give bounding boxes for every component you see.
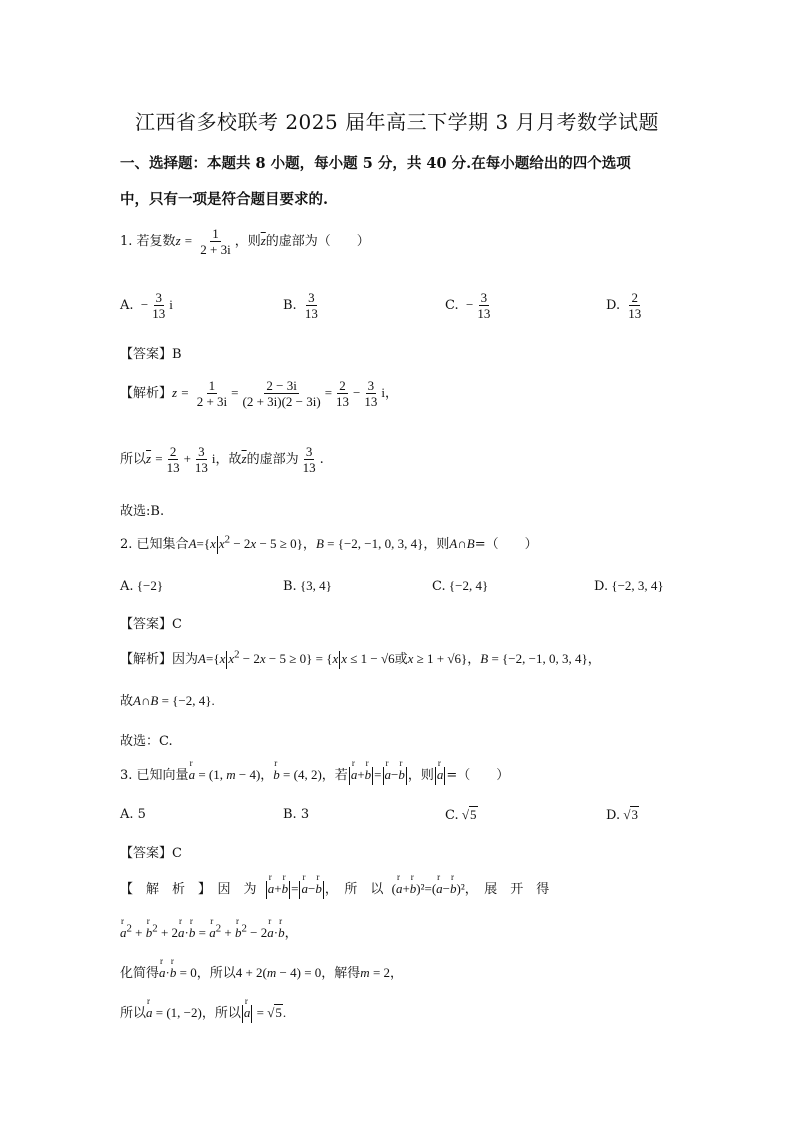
q1-answer-value: B [172,347,182,362]
question-3-if: ，若 [321,768,348,783]
question-1-text-post: ，则 [234,234,261,249]
q1-final [120,500,164,519]
q1-so-end: 的虚部为 [246,452,299,467]
q1-answer [120,343,182,362]
q2-answer-label: 【答案】 [120,617,173,632]
q1-option-c-label: C. [445,298,459,313]
q3-answer-value: C [172,846,182,861]
q3-so3: 所以 [120,1006,147,1021]
q3-analysis-expand: ， 展 开 得 [464,882,550,897]
question-3-text: 已知向量 [136,768,189,783]
q1-analysis: 【解析】z = $\frac{1}{2 + 3i}$ = $\frac{2 - 3i}{(2 + 3i)(2 - 3i)}$ = $\frac{2}{13}$ − $\frac{3}{13}$ i， [120,378,399,409]
q3-solve: ，解得 [321,966,361,981]
q2-option-a-label: A. [120,579,134,594]
q1-option-c: C. − $\frac{3}{13}$ [445,290,491,321]
q3-analysis-because: 【 解 析 】 因 为 [120,882,257,897]
q1-option-d-label: D. [606,298,621,313]
question-3-number: 3. [120,768,133,783]
q1-option-b-label: B. [283,298,297,313]
question-2-sep: ， [302,537,316,552]
q2-final: 故选：C. [120,734,173,749]
q2-analysis-label: 【解析】 [120,652,173,667]
q3-option-d-label: D. [606,808,621,823]
question-3-bracket: =（ ） [446,768,510,783]
question-2-then: ，则 [423,537,450,552]
question-3: 3. 已知向量r a = (1, m − 4)，r b = (4, 2)，若 r a+r b = r a−r b ，则 r a =（ ） [120,764,509,785]
question-1-number: 1. [120,234,133,249]
q3-so4: ，所以 [201,1006,241,1021]
q3-option-c: C. √5 [445,807,477,823]
q1-so-text: 所以 [120,452,147,467]
question-2-text: 已知集合 [136,537,189,552]
q3-answer [120,842,182,861]
question-2: 2. 已知集合A={x $x^2 - 2x - 5 \ge 0$}，B = {−2, −1, 0, 3, 4}，则A∩B=（ ） [120,533,538,552]
q3-simplify: 化简得r a·r b = 0，所以4 + 2(m − 4) = 0，解得m = 2， [120,962,403,981]
q3-analysis-so: ， 所 以 [324,882,384,897]
q1-analysis-label: 【解析】 [120,386,173,401]
q3-simplify-text: 化简得 [120,966,160,981]
q2-answer-value: C [172,617,182,632]
question-1: 1. 若复数z = $\frac{1}{2 + 3i}$ ，则$\overline{z}$的虚部为（ ） [120,226,370,257]
q3-answer-label: 【答案】 [120,846,173,861]
q2-because: 因为 [172,652,199,667]
q3-expansion: r $a^2 + r$ $b^2 + 2r$ a·r b = r $a^2 + r$ $b^2 - 2r$ a·r b， [120,922,298,941]
q2-analysis: 【解析】因为A={x $x^2 - 2x - 5 \ge 0\} = \{x$ x ≤ 1 − √6或x ≥ 1 + √6}，B = {−2, −1, 0, 3, 4}， [120,648,601,667]
section-heading-line2: 中，只有一项是符合题目要求的. [120,191,329,208]
q1-final-prefix: 故选: [120,504,151,519]
q3-option-d: D. √3 [606,807,638,823]
q3-result: 所以r a = (1, −2)，所以 r a = √5. [120,1002,286,1023]
q1-final-value: B. [150,504,165,519]
section-heading-line1: 一、选择题：本题共 8 小题，每小题 5 分，共 40 分.在每小题给出的四个选项 [120,155,631,172]
question-2-number: 2. [120,537,133,552]
q1-so-mid: ，故 [215,452,242,467]
q2-option-b-label: B. [283,579,297,594]
q1-answer-label: 【答案】 [120,347,173,362]
page-title: 江西省多校联考 2025 届年高三下学期 3 月月考数学试题 [134,110,660,134]
q3-so2: ，所以 [196,966,236,981]
q3-option-b: B. 3 [283,807,310,822]
q2-option-d: D. {−2, 3, 4} [594,578,664,594]
q1-option-b: B. $\frac{3}{13}$ [283,290,318,321]
q2-or: 或 [394,652,408,667]
q2-option-c: C. {−2, 4} [432,578,489,594]
q2-conclusion: 故A∩B = {−2, 4}. [120,693,215,709]
q2-option-b: B. {3, 4} [283,578,332,594]
q2-answer [120,613,182,632]
q1-option-a-label: A. [120,298,134,313]
question-2-bracket: =（ ） [474,537,538,552]
question-1-text-end: 的虚部为（ ） [265,234,370,249]
q3-analysis: 【 解 析 】 因 为 r a+r b = r a−r b ， 所 以 (r a+r b)²=(r a−r b)²， 展 开 得 [120,878,549,899]
q1-analysis-conclusion: 所以$\overline{z}$ = $\frac{2}{13}$ + $\frac{3}{13}$ i，故$\overline{z}$的虚部为 $\frac{3}{13}$ . [120,444,324,475]
q2-option-c-label: C. [432,579,446,594]
q1-option-a: A. − $\frac{3}{13}$ i [120,290,173,321]
question-3-then: ，则 [407,768,434,783]
question-1-text: 若复数 [136,234,176,249]
q1-option-d: D. $\frac{2}{13}$ [606,290,642,321]
q2-option-d-label: D. [594,579,609,594]
q3-option-a: A. 5 [120,807,146,822]
q2-therefore: 故 [120,694,134,709]
q2-option-a: A. {−2} [120,578,164,594]
q3-option-c-label: C. [445,808,459,823]
